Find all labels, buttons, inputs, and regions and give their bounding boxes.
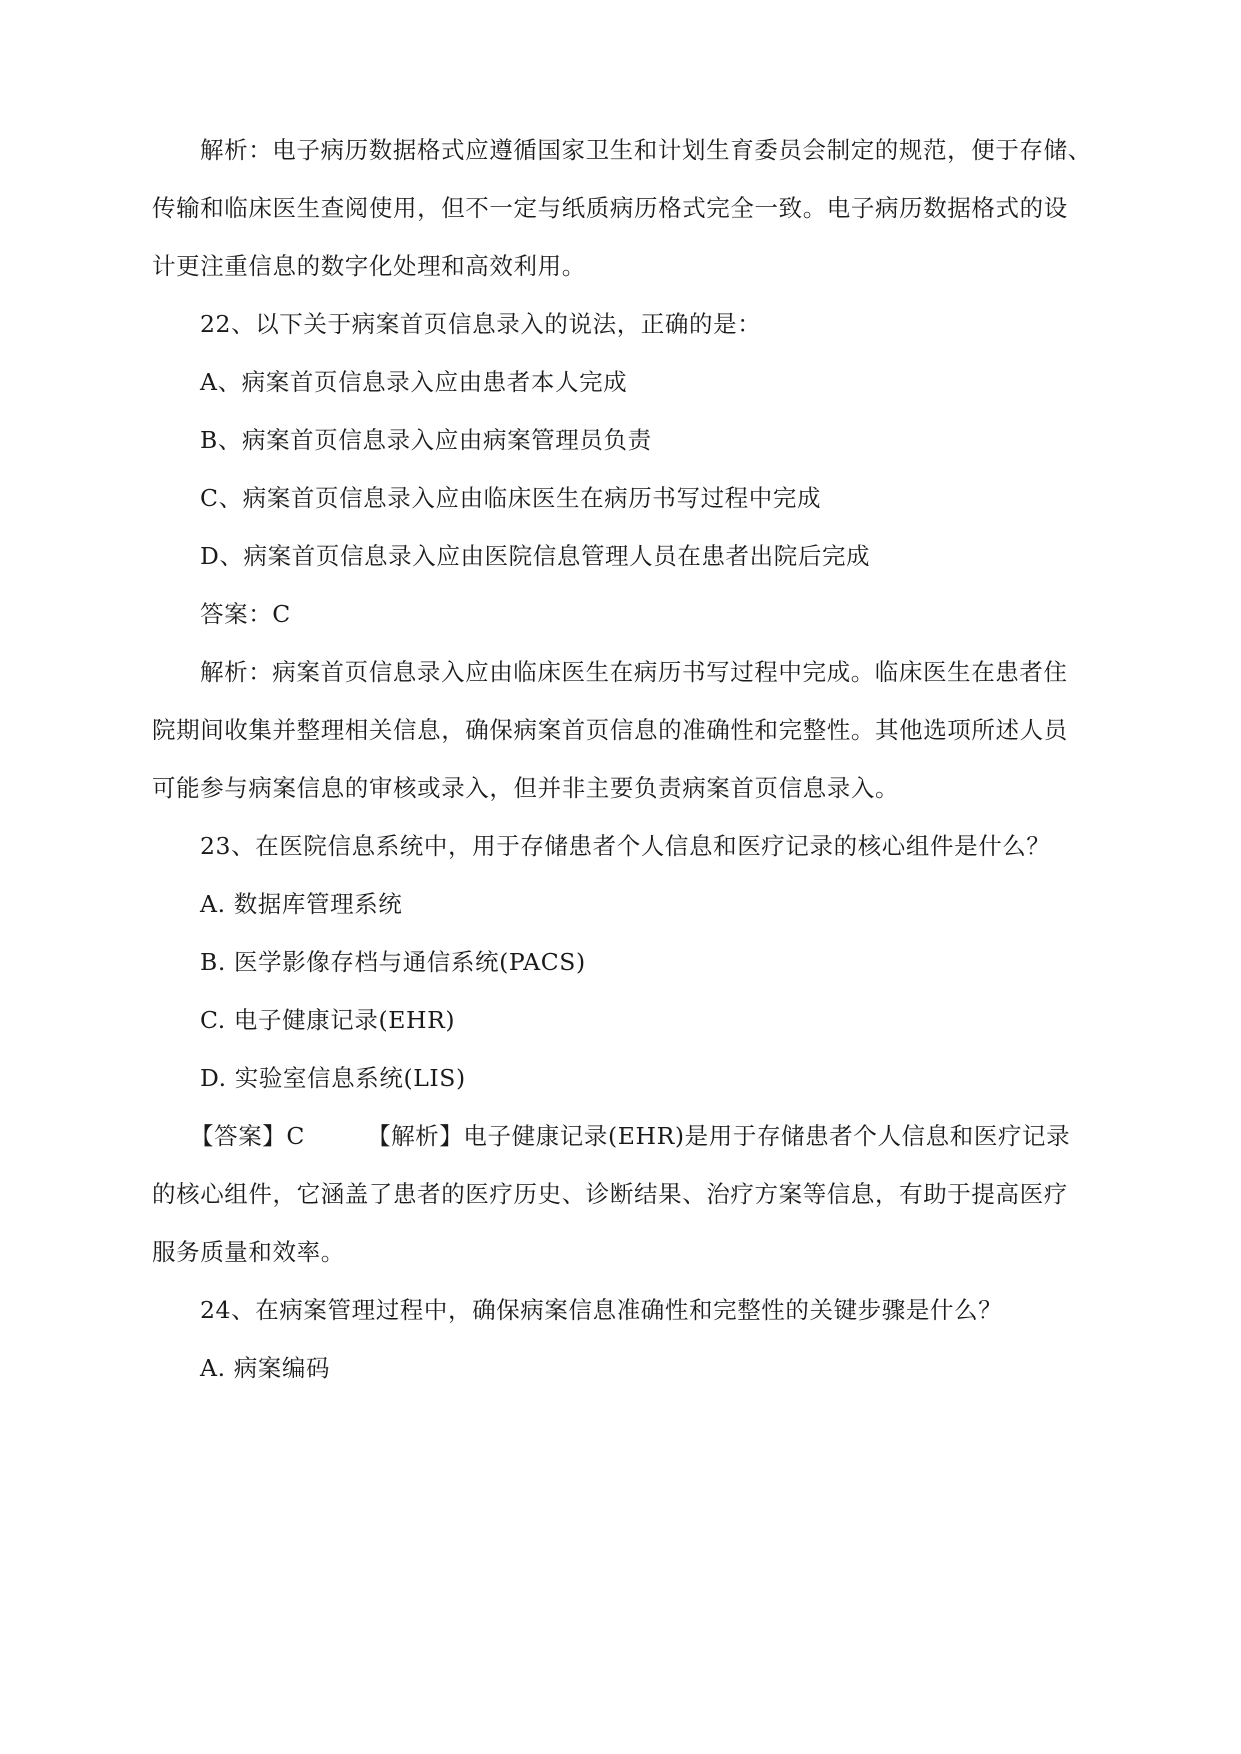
q23-answer: 【答案】C [190, 1122, 305, 1150]
q22-question: 22、以下关于病案首页信息录入的说法，正确的是： [200, 310, 762, 338]
prev-explanation-line-2: 传输和临床医生查阅使用，但不一定与纸质病历格式完全一致。电子病历数据格式的设 [152, 194, 1068, 222]
q23-explanation-line-2: 的核心组件，它涵盖了患者的医疗历史、诊断结果、治疗方案等信息，有助于提高医疗 [152, 1180, 1068, 1208]
q22-explanation-line-1: 解析：病案首页信息录入应由临床医生在病历书写过程中完成。临床医生在患者住 [200, 658, 1068, 686]
q22-explanation-line-3: 可能参与病案信息的审核或录入，但并非主要负责病案首页信息录入。 [152, 774, 900, 802]
q23-option-b: B. 医学影像存档与通信系统(PACS) [200, 948, 586, 976]
q23-answer-line [190, 1121, 1070, 1151]
prev-explanation-line-1: 解析：电子病历数据格式应遵循国家卫生和计划生育委员会制定的规范，便于存储、 [200, 136, 1092, 164]
q24-question: 24、在病案管理过程中，确保病案信息准确性和完整性的关键步骤是什么？ [200, 1296, 1003, 1324]
q23-question: 23、在医院信息系统中，用于存储患者个人信息和医疗记录的核心组件是什么？ [200, 832, 1051, 860]
q24-option-a: A. 病案编码 [200, 1354, 331, 1382]
q22-explanation-line-2: 院期间收集并整理相关信息，确保病案首页信息的准确性和完整性。其他选项所述人员 [152, 716, 1068, 744]
q22-option-c: C、病案首页信息录入应由临床医生在病历书写过程中完成 [200, 484, 822, 512]
q23-explanation-first: 【解析】电子健康记录(EHR)是用于存储患者个人信息和医疗记录 [366, 1122, 1071, 1150]
q23-option-c: C. 电子健康记录(EHR) [200, 1006, 456, 1034]
q22-option-a: A、病案首页信息录入应由患者本人完成 [200, 368, 628, 396]
q22-answer: 答案：C [200, 600, 291, 628]
q23-option-a: A. 数据库管理系统 [200, 890, 403, 918]
prev-explanation-line-3: 计更注重信息的数字化处理和高效利用。 [152, 252, 586, 280]
q23-explanation-line-3: 服务质量和效率。 [152, 1238, 345, 1266]
q22-option-b: B、病案首页信息录入应由病案管理员负责 [200, 426, 652, 454]
q23-option-d: D. 实验室信息系统(LIS) [200, 1064, 466, 1092]
q22-option-d: D、病案首页信息录入应由医院信息管理人员在患者出院后完成 [200, 542, 871, 570]
